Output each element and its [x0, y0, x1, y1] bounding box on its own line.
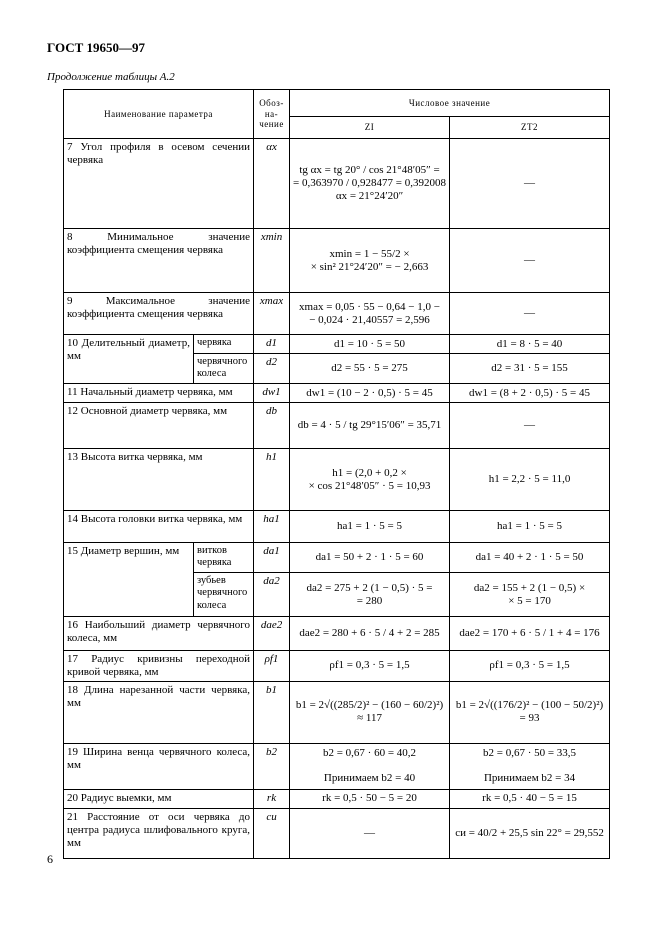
row-14-name: 14 Высота головки витка червяка, мм — [64, 511, 254, 543]
row-8-zi: xmin = 1 − 55/2 × × sin² 21°24′20″ = − 2,663 — [310, 247, 429, 273]
row-8-symbol: xmin — [254, 229, 290, 293]
row-16-symbol: dae2 — [254, 617, 290, 651]
row-19-zi-accepted: Принимаем b2 = 40 — [323, 772, 416, 785]
row-10-zt2-d1: d1 = 8 · 5 = 40 — [450, 335, 610, 354]
header-numeric-value: Числовое значение — [290, 90, 610, 117]
row-20-name: 20 Радиус выемки, мм — [64, 789, 254, 808]
row-13-symbol: h1 — [254, 449, 290, 511]
row-21-name: 21 Расстояние от оси червяка до центра радиуса шлифовального круга, мм — [64, 808, 254, 858]
row-13-name: 13 Высота витка червяка, мм — [64, 449, 254, 511]
row-16-zi: dae2 = 280 + 6 · 5 / 4 + 2 = 285 — [290, 617, 450, 651]
row-18-name: 18 Длина нарезанной части червяка, мм — [64, 681, 254, 743]
row-15-name: 15 Диаметр вершин, мм — [64, 543, 194, 617]
header-param-name: Наименование параметра — [64, 90, 254, 139]
row-15-sub-wheel: зубьев червячного колеса — [194, 573, 254, 617]
row-9-zi: xmax = 0,05 · 55 − 0,64 − 1,0 − − 0,024 · 21,40557 = 2,596 — [299, 300, 440, 326]
row-13-zi: h1 = (2,0 + 0,2 × × cos 21°48′05″ · 5 = 10,93 — [308, 466, 431, 492]
row-21-zi: — — [364, 826, 376, 839]
row-7-zi: tg αx = tg 20° / cos 21°48′05″ = = 0,363970 / 0,928477 = 0,392008 αx = 21°24′20″ — [293, 164, 446, 202]
row-15-zt2-da2: da2 = 155 + 2 (1 − 0,5) × × 5 = 170 — [473, 581, 586, 607]
row-19-zt2-accepted: Принимаем b2 = 34 — [483, 772, 576, 785]
row-10-symbol-d2: d2 — [254, 354, 290, 384]
row-20-zi: rk = 0,5 · 50 − 5 = 20 — [290, 789, 450, 808]
row-9-zt2: — — [524, 307, 536, 320]
row-15-zi-da1: da1 = 50 + 2 · 1 · 5 = 60 — [290, 543, 450, 573]
row-7-name: 7 Угол профиля в осевом сечении червяка — [64, 139, 254, 229]
table-continuation-caption: Продолжение таблицы А.2 — [47, 71, 175, 83]
row-20-symbol: rk — [254, 789, 290, 808]
row-18-zt2: b1 = 2√((176/2)² − (100 − 50/2)²) = 93 — [450, 681, 610, 743]
row-17-zi: ρf1 = 0,3 · 5 = 1,5 — [290, 651, 450, 682]
row-15-zi-da2: da2 = 275 + 2 (1 − 0,5) · 5 = = 280 — [306, 581, 433, 607]
row-11-zi: dw1 = (10 − 2 · 0,5) · 5 = 45 — [290, 384, 450, 403]
row-10-sub-wheel: червячного колеса — [194, 354, 254, 384]
row-11-symbol: dw1 — [254, 384, 290, 403]
row-16-zt2: dae2 = 170 + 6 · 5 / 1 + 4 = 176 — [450, 617, 610, 651]
header-zt2: ZT2 — [450, 117, 610, 139]
header-zi: ZI — [290, 117, 450, 139]
row-12-symbol: db — [254, 403, 290, 449]
row-21-symbol: cи — [254, 808, 290, 858]
row-20-zt2: rk = 0,5 · 40 − 5 = 15 — [450, 789, 610, 808]
row-15-symbol-da2: da2 — [254, 573, 290, 617]
row-7-zt2: — — [524, 177, 536, 190]
row-8-zt2: — — [524, 254, 536, 267]
row-12-name: 12 Основной диаметр червяка, мм — [64, 403, 254, 449]
row-19-name: 19 Ширина венца червячного колеса, мм — [64, 743, 254, 789]
row-14-zi: ha1 = 1 · 5 = 5 — [290, 511, 450, 543]
parameters-table — [63, 89, 610, 859]
row-11-name: 11 Начальный диаметр червяка, мм — [64, 384, 254, 403]
row-12-zi: db = 4 · 5 / tg 29°15′06″ = 35,71 — [290, 403, 450, 449]
page-number: 6 — [47, 852, 53, 866]
row-13-zt2: h1 = 2,2 · 5 = 11,0 — [450, 449, 610, 511]
row-18-symbol: b1 — [254, 681, 290, 743]
row-12-zt2: — — [524, 419, 536, 432]
row-9-name: 9 Максимальное значение коэффициента смещения червяка — [64, 293, 254, 335]
row-8-name: 8 Минимальное значение коэффициента смещения червяка — [64, 229, 254, 293]
row-10-symbol-d1: d1 — [254, 335, 290, 354]
row-15-symbol-da1: da1 — [254, 543, 290, 573]
row-14-zt2: ha1 = 1 · 5 = 5 — [450, 511, 610, 543]
row-21-zt2: cи = 40/2 + 25,5 sin 22° = 29,552 — [450, 808, 610, 858]
row-11-zt2: dw1 = (8 + 2 · 0,5) · 5 = 45 — [450, 384, 610, 403]
row-9-symbol: xmax — [254, 293, 290, 335]
row-19-zt2: b2 = 0,67 · 50 = 33,5 — [482, 747, 577, 760]
row-10-name: 10 Делительный диаметр, мм — [64, 335, 194, 384]
row-19-symbol: b2 — [254, 743, 290, 789]
row-15-zt2-da1: da1 = 40 + 2 · 1 · 5 = 50 — [450, 543, 610, 573]
row-10-zt2-d2: d2 = 31 · 5 = 155 — [450, 354, 610, 384]
row-17-symbol: ρf1 — [254, 651, 290, 682]
row-15-sub-worm: витков червяка — [194, 543, 254, 573]
row-10-zi-d2: d2 = 55 · 5 = 275 — [290, 354, 450, 384]
document-title: ГОСТ 19650—97 — [47, 40, 146, 55]
row-10-sub-worm: червяка — [194, 335, 254, 354]
row-17-zt2: ρf1 = 0,3 · 5 = 1,5 — [450, 651, 610, 682]
row-16-name: 16 Наибольший диаметр червячного колеса, мм — [64, 617, 254, 651]
header-symbol: Обоз- на- чение — [254, 90, 290, 139]
row-10-zi-d1: d1 = 10 · 5 = 50 — [290, 335, 450, 354]
row-7-symbol: αx — [254, 139, 290, 229]
row-17-name: 17 Радиус кривизны переходной кривой червяка, мм — [64, 651, 254, 682]
row-14-symbol: ha1 — [254, 511, 290, 543]
row-18-zi: b1 = 2√((285/2)² − (160 − 60/2)²) ≈ 117 — [290, 681, 450, 743]
row-19-zi: b2 = 0,67 · 60 = 40,2 — [322, 747, 417, 760]
